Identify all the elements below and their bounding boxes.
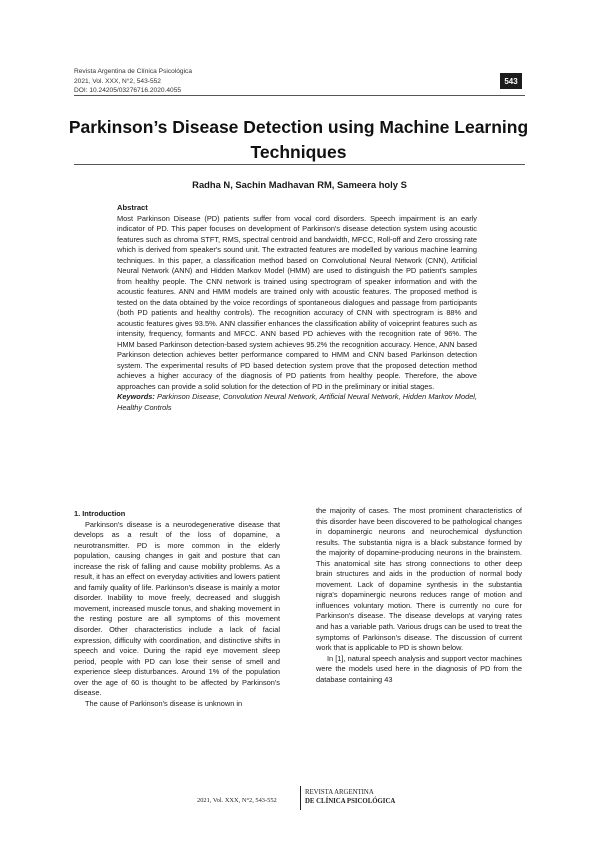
keywords-text: Parkinson Disease, Convolution Neural Network, Artificial Neural Network, Hidden Markov Model, Healthy Controls	[117, 392, 477, 412]
journal-volume: 2021, Vol. XXX, N°2, 543-552	[74, 77, 161, 85]
keywords	[117, 392, 477, 413]
journal-doi: DOI: 10.24205/03276716.2020.4055	[74, 87, 182, 95]
paragraph: Parkinson's disease is a neurodegenerative disease that develops as a result of the loss of dopamine, a neurotransmitter. PD is more common in the elderly population, causing changes in gait and posture that can increase the risk of falling and cause mobility problems. As a result, it has an effect on everyday activities and lowers patient and family quality of life. Parkinson's disease is mainly a motor disorder. Inability to move freely, decreased and sluggish movement, increased muscle tonus, and shaking movement in the resting posture are all symptoms of this movement disorder. Other characteristics include a lack of facial expression, difficulty with coordination, and distinctive shifts in speech and voice. During the rapid eye movement sleep period, people with PD can lose their sense of smell and experience sleep disturbances. Around 1% of the population over the age of 60 is thought to be affected by Parkinson's disease.	[74, 519, 280, 698]
page-number-badge: 543	[500, 73, 522, 89]
keywords-label: Keywords:	[117, 392, 155, 402]
footer-brand-line1: REVISTA ARGENTINA	[305, 789, 374, 796]
paper-title: Parkinson’s Disease Detection using Machine Learning Techniques	[68, 117, 529, 162]
journal-info	[74, 67, 192, 96]
footer-brand	[305, 788, 395, 806]
author-list: Radha N, Sachin Madhavan RM, Sameera holy S	[192, 179, 407, 190]
abstract-heading: Abstract	[117, 203, 148, 212]
abstract-section	[117, 203, 477, 413]
journal-name: Revista Argentina de Clínica Psicológica	[74, 68, 193, 75]
paragraph: In [1], natural speech analysis and support vector machines were the models used here in the diagnosis of PD from the database containing 43	[316, 653, 522, 684]
body-column-left	[74, 509, 280, 709]
abstract-text: Most Parkinson Disease (PD) patients suffer from vocal cord disorders. Speech impairment is an early indicator of PD. This paper focuses on development of Parkinson's disease detection system using acoustic features such as chroma STFT, RMS, spectral centroid and bandwidth, MFCC, Roll-off and Zero crossing rate which is derived from speaker's sound unit. The extracted features are modelled by various machine learning techniques. In this paper, a classification method based on Convolutional Neural Network (CNN), Artificial Neural Network (ANN) and Hidden Markov Model (HMM) are used to distinguish the PD patient's samples from healthy people. The CNN network is trained using spectrogram of speaker information and with the acoustic features. ANN and HMM models are trained only with acoustic features. The proposed method is tested on the data obtained by the voice recordings of spontaneous dialogues and passage from participants (both PD patients and healthy controls). The recognition accuracy of CNN with spectrogram is 88% and acoustic features gives 93.5%. ANN classifier enhances the classification ability of voiceprint features such as intensity, frequency, formants and MFCC. ANN based PD achieves with the recognition rate of 96%. The HMM based Parkinson detection-based system achieves 95.2% the recognition accuracy. Hence, ANN based Parkinson detection achieves better performance compared to HMM and CNN based Parkinson detection system. The experimental results of PD based detection system prove that the proposed detection method achieves a higher accuracy of the diagnosis of PD patients from healthy people. Therefore, the above approaches can provide a solid solution for the detection of PD in the preliminary or initial stages.	[117, 213, 477, 391]
section-heading: 1. Introduction	[74, 509, 126, 518]
header-rule	[74, 95, 525, 96]
footer-citation: 2021, Vol. XXX, N°2, 543-552	[197, 797, 277, 804]
paragraph: the majority of cases. The most prominent characteristics of this disorder have been discovered to be pathological changes in dopaminergic neurons and neurochemical dysfunction results. The substantia nigra is a black substance formed by the majority of dopamine-producing neurons in the brainstem. This anatomical site has strong connections to other deep brain structures and aids in the production of normal body movement. Lack of dopamine synthesis in the substantia nigra's dopaminergic neurons reduces range of motion and influences voluntary motion. There is currently no cure for Parkinson's disease. The disease develops at varying rates and has a variable path. Various drugs can be used to treat the symptoms of Parkinson's disease. The discussion of current work that is applicable to PD is shown below.	[316, 506, 522, 653]
title-rule	[74, 164, 525, 165]
footer-divider	[300, 786, 301, 810]
paragraph: The cause of Parkinson's disease is unknown in	[85, 698, 243, 708]
body-column-right	[316, 506, 522, 685]
footer-brand-line2: DE CLÍNICA PSICOLÓGICA	[305, 798, 396, 805]
